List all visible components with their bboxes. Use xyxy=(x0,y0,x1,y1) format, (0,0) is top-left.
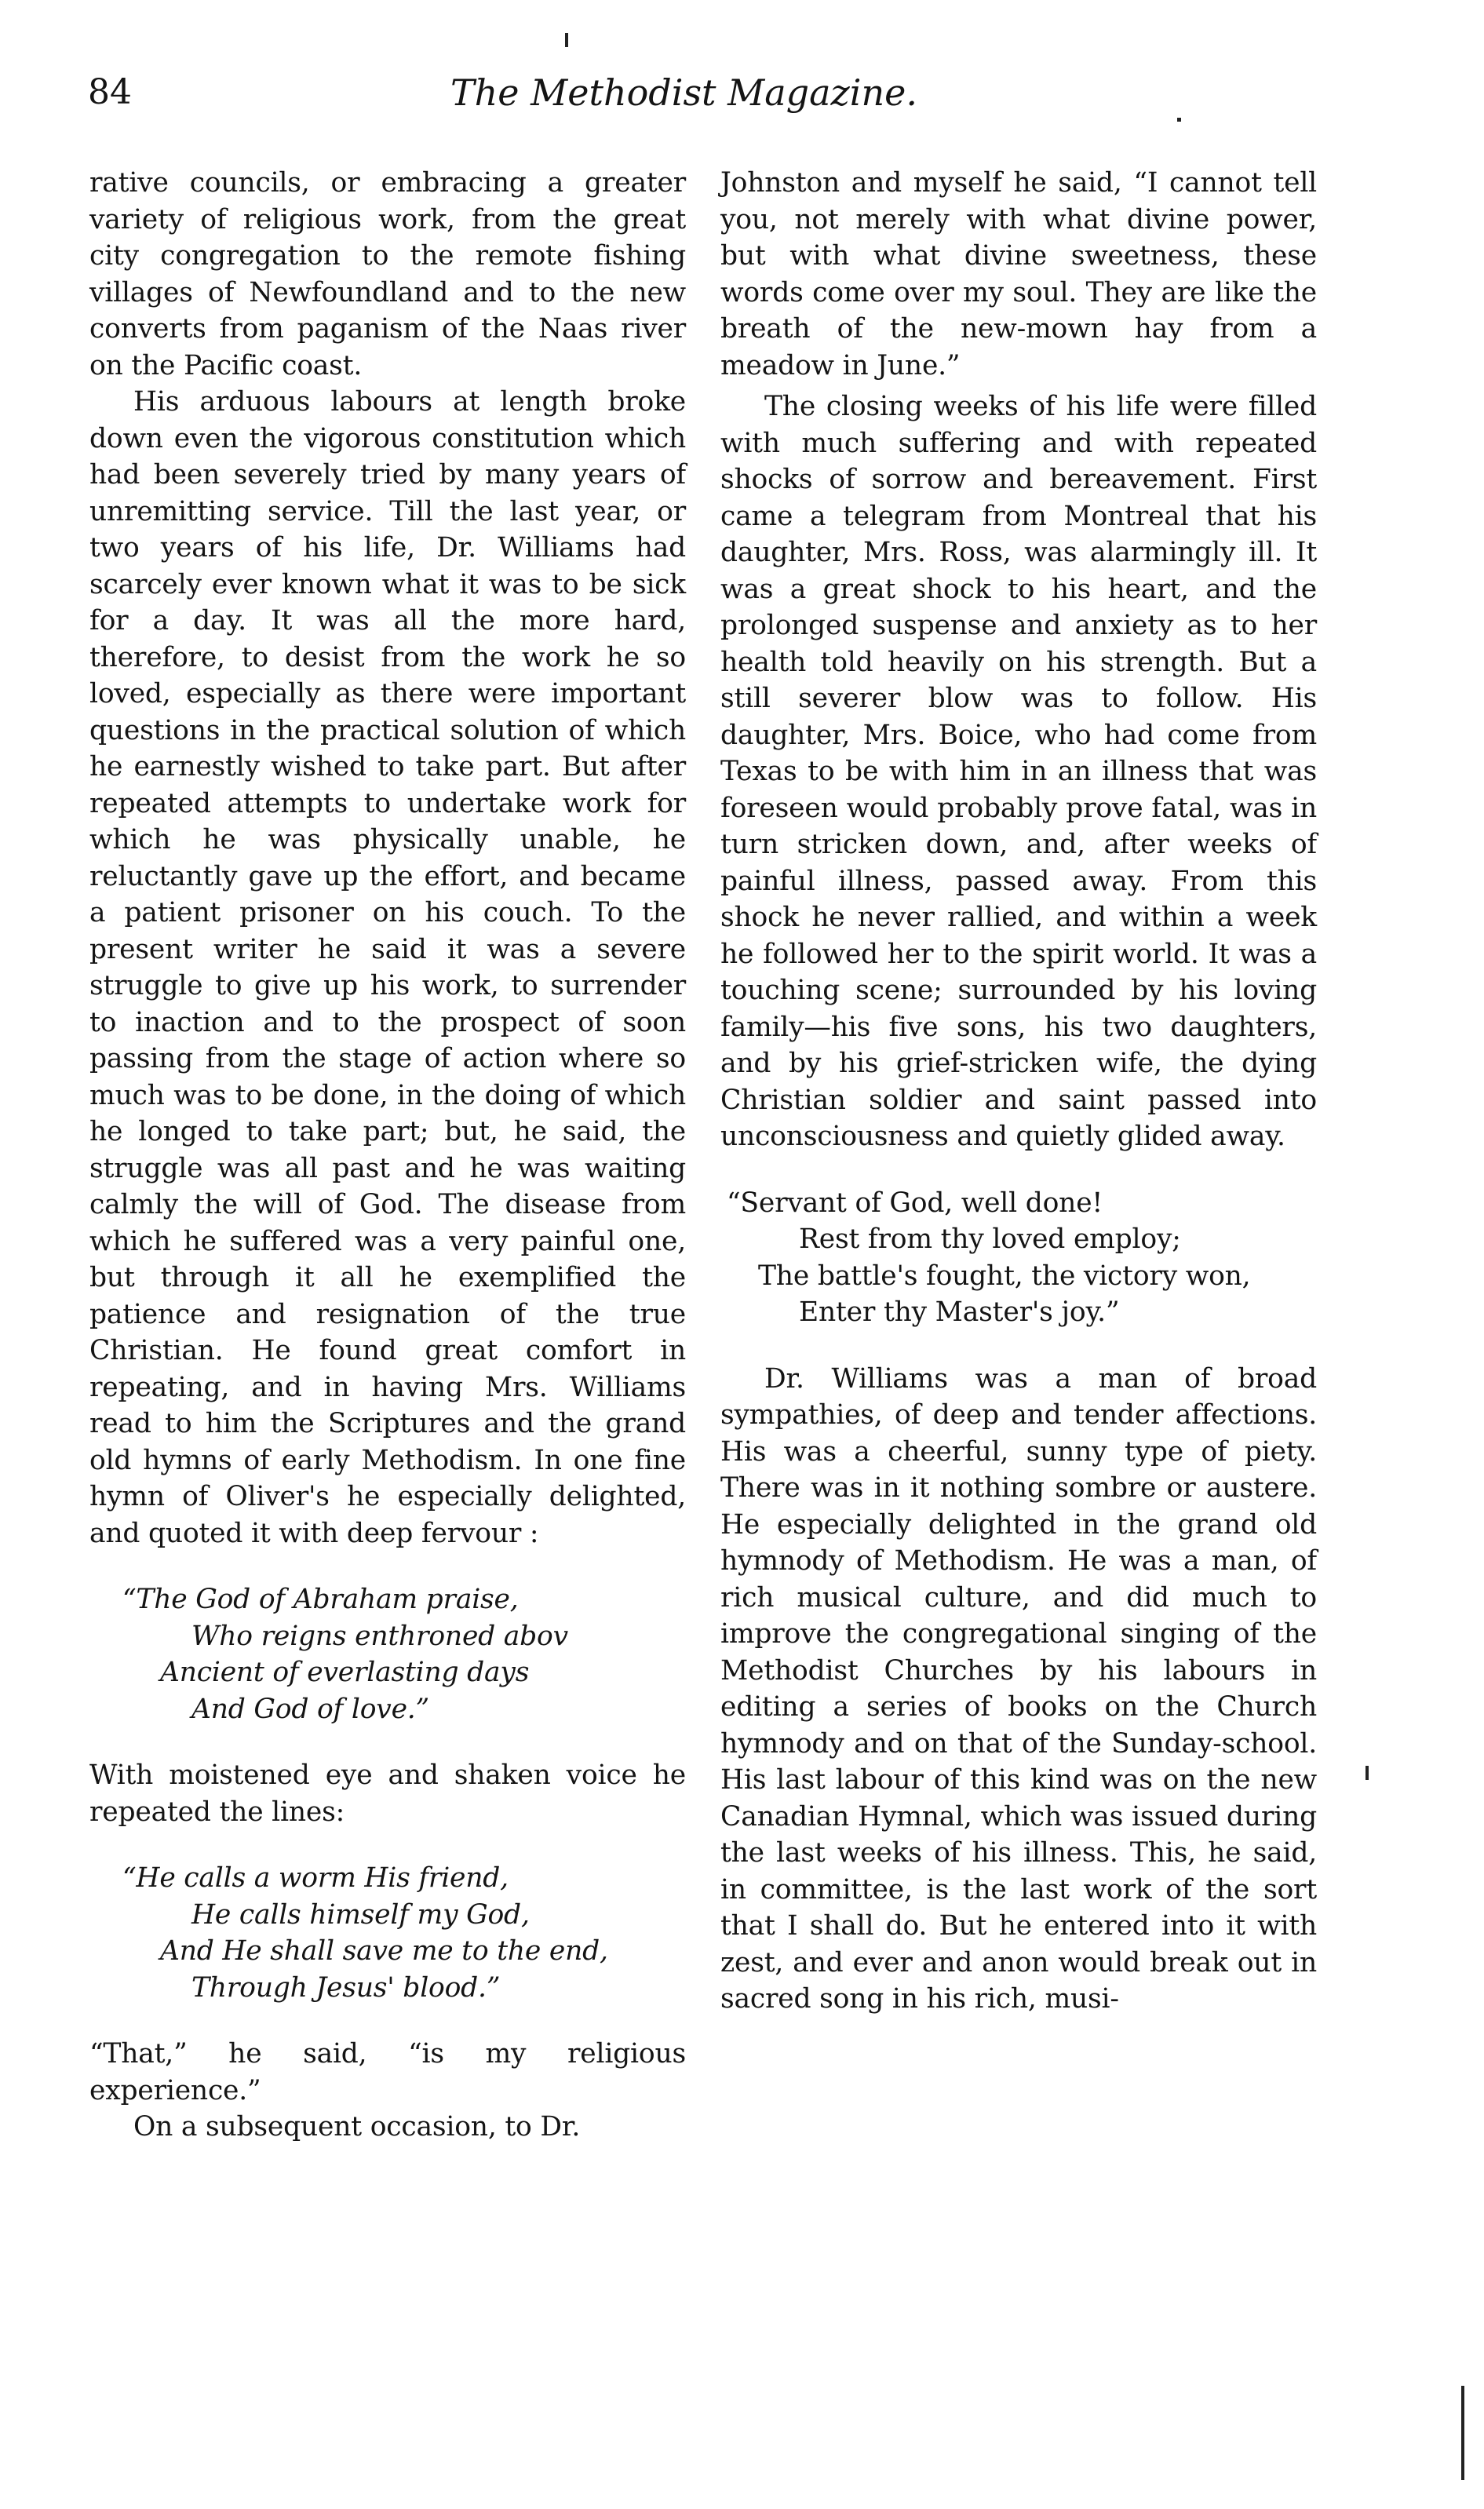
left-verse-2 xyxy=(89,1860,686,2006)
verse-line: Through Jesus' blood.” xyxy=(191,1971,501,2004)
verse-line: Rest from thy loved employ; xyxy=(799,1224,1181,1255)
verse-line: And He shall save me to the end, xyxy=(160,1935,608,1967)
left-paragraph-3: With moistened eye and shaken voice he repeated the lines: xyxy=(89,1760,686,1828)
left-paragraph-1: rative councils, or embracing a greater variety of religious work, from the great city congregation to the remote fishing villages of Newfoundland and to the new converts from paganism of the Naas river on the Pacific coast. xyxy=(89,167,686,381)
page-header xyxy=(0,69,1484,140)
scan-speck xyxy=(1177,118,1181,122)
left-paragraph-5: On a subsequent occasion, to Dr. xyxy=(133,2111,581,2142)
page-number: 84 xyxy=(88,72,132,112)
left-paragraph-4: “That,” he said, “is my religious experience.” xyxy=(89,2038,686,2106)
right-column xyxy=(720,165,1317,2018)
right-paragraph-2: The closing weeks of his life were filled with much suffering and with repeated shocks of sorrow and bereavement. First came a telegram from Montreal that his daughter, Mrs. Ross, was alarmingly ill. It was a great shock to his heart, and the prolonged suspense and anxiety as to her health told heavily on his strength. But a still severer blow was to follow. His daughter, Mrs. Boice, who had come from Texas to be with him in an illness that was foreseen would probably prove fatal, was in turn stricken down, and, after weeks of painful illness, passed away. From this shock he never rallied, and within a week he followed her to the spirit world. It was a touching scene; surrounded by his loving family—his five sons, his two daughters, and by his grief-stricken wife, the dying Christian soldier and saint passed into unconsciousness and quietly glided away. xyxy=(720,391,1317,1152)
running-title: The Methodist Magazine. xyxy=(450,71,917,114)
verse-line: “The God of Abraham praise, xyxy=(122,1584,519,1615)
verse-line: “Servant of God, well done! xyxy=(727,1187,1103,1219)
verse-line: He calls himself my God, xyxy=(191,1898,530,1931)
scan-speck xyxy=(1461,2386,1464,2480)
verse-line: Enter thy Master's joy.” xyxy=(799,1296,1120,1328)
verse-line: And God of love.” xyxy=(191,1693,429,1725)
verse-line: Ancient of everlasting days xyxy=(160,1657,530,1688)
scan-speck xyxy=(1365,1766,1369,1780)
verse-line: Who reigns enthroned abov xyxy=(191,1620,568,1652)
right-verse xyxy=(720,1185,1317,1331)
left-paragraph-2: His arduous labours at length broke down even the vigorous constitution which had been severely tried by many years of unremitting service. Till the last year, or two years of his life, Dr. Williams had scarcely ever known what it was to be sick for a day. It was all the more hard, therefore, to desist from the work he so loved, especially as there were important questions in the practical solution of which he earnestly wished to take part. But after repeated attempts to undertake work for which he was physically unable, he reluctantly gave up the effort, and became a patient prisoner on his couch. To the present writer he said it was a severe struggle to give up his work, to surrender to inaction and to the prospect of soon passing from the stage of action where so much was to be done, in the doing of which he longed to take part; but, he said, the struggle was all past and he was waiting calmly the will of God. The disease from which he suffered was a very painful one, but through it all he exemplified the patience and resignation of the true Christian. He found great comfort in repeating, and in having Mrs. Williams read to him the Scriptures and the grand old hymns of early Methodism. In one fine hymn of Oliver's he especially delighted, and quoted it with deep fervour : xyxy=(89,386,686,1549)
verse-line: “He calls a worm His friend, xyxy=(122,1862,509,1894)
right-paragraph-3: Dr. Williams was a man of broad sympathies, of deep and tender affections. His was a cheerful, sunny type of piety. There was in it nothing sombre or austere. He especially delighted in the grand old hymnody of Methodism. He was a man, of rich musical culture, and did much to improve the congregational singing of the Methodist Churches by his labours in editing a series of books on the Church hymnody and on that of the Sunday-school. His last labour of this kind was on the new Canadian Hymnal, which was issued during the last weeks of his illness. This, he said, in committee, is the last work of the sort that I shall do. But he entered into it with zest, and ever and anon would break out in sacred song in his rich, musi- xyxy=(720,1362,1317,2015)
left-verse-1 xyxy=(89,1581,686,1727)
scan-speck xyxy=(565,33,568,47)
left-column xyxy=(89,165,686,2146)
right-paragraph-1: Johnston and myself he said, “I cannot tell you, not merely with what divine power, but with what divine sweetness, these words come over my soul. They are like the breath of the new-mown hay from a meadow in June.” xyxy=(720,167,1317,381)
verse-line: The battle's fought, the victory won, xyxy=(758,1260,1251,1292)
